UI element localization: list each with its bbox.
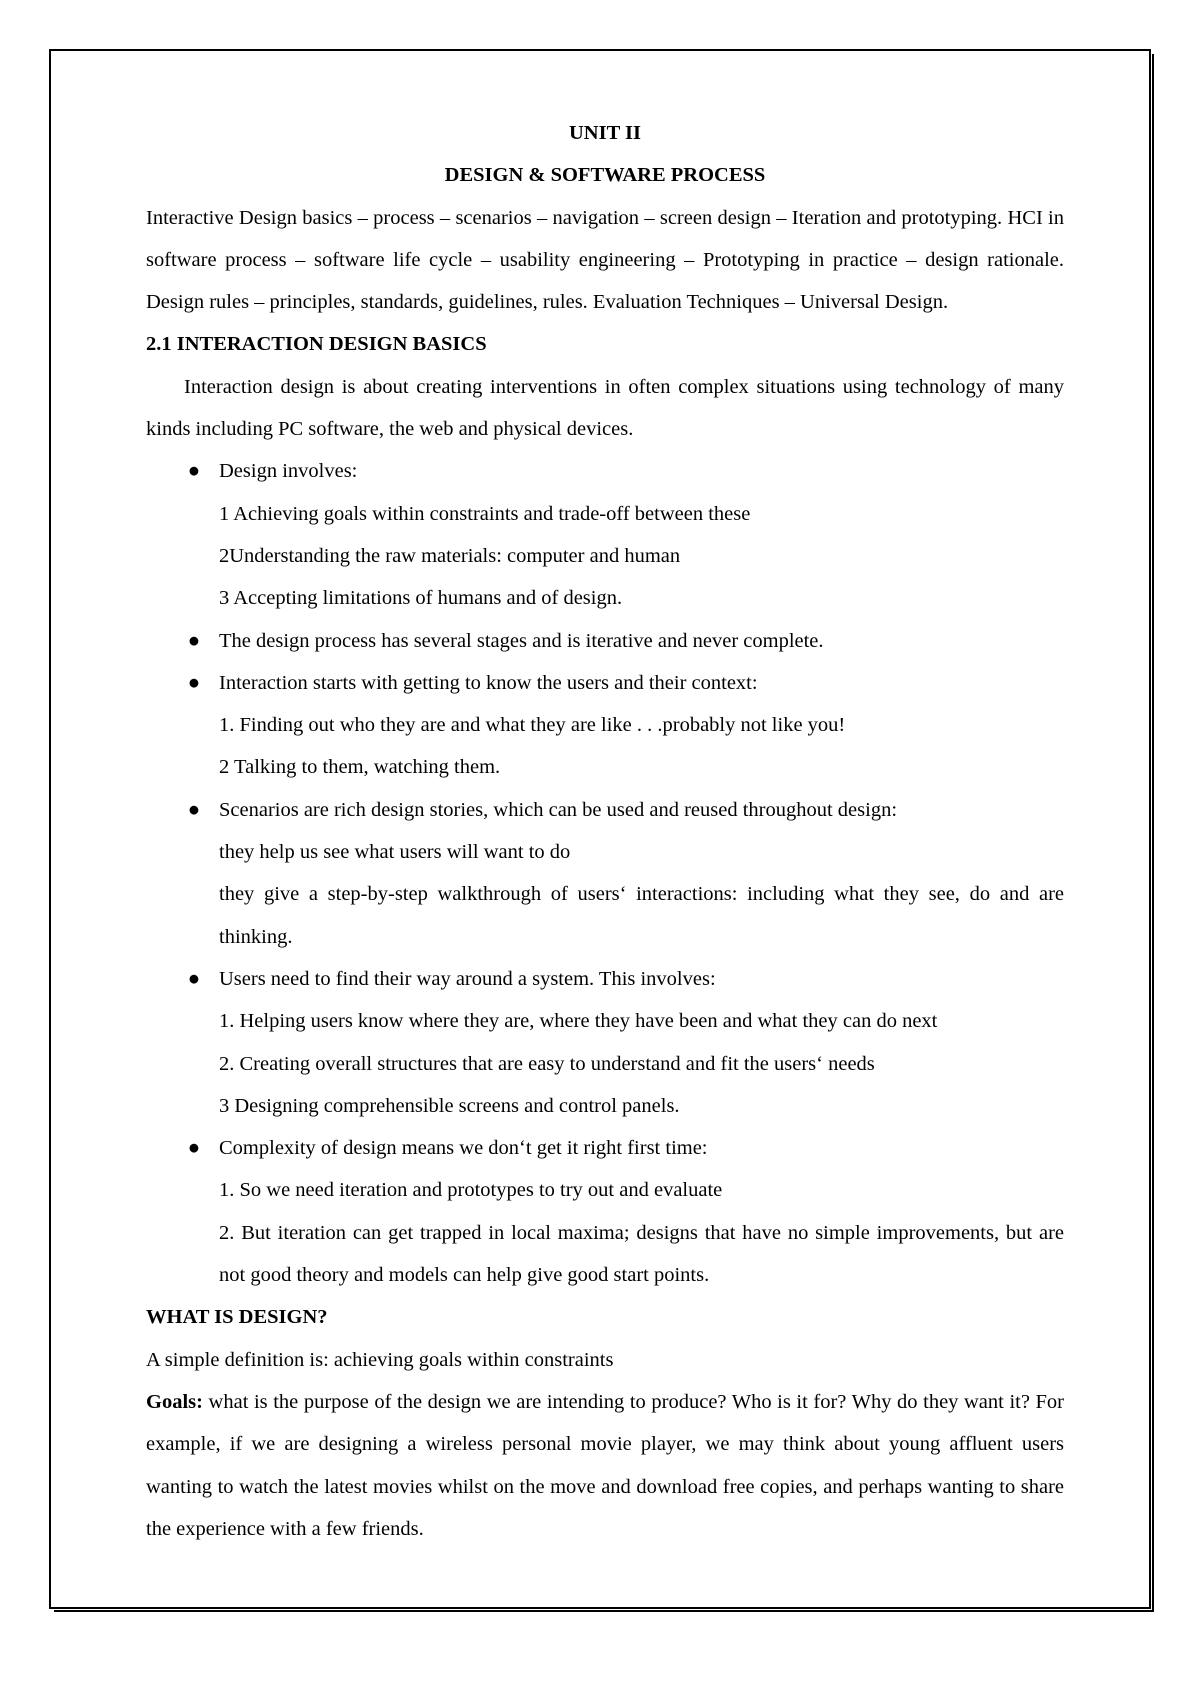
list-item: [146, 450, 1064, 492]
bullet-list: [146, 450, 1064, 1296]
sub-item-text: 2 Talking to them, watching them.: [219, 756, 501, 779]
list-item: [146, 577, 1064, 619]
list-item: [146, 662, 1064, 704]
list-item: [146, 746, 1064, 788]
list-item: [146, 873, 1064, 958]
sub-item-text: 2. But iteration can get trapped in local maxima; designs that have no simple improvements, but are not good theory and models can help give good start points.: [219, 1221, 1064, 1287]
list-item: [146, 1169, 1064, 1211]
list-item: [146, 1127, 1064, 1169]
sub-item-text: 3 Accepting limitations of humans and of design.: [219, 587, 623, 610]
bullet-icon: ●: [187, 967, 201, 990]
document-body: [146, 112, 1064, 1550]
goals-label: Goals:: [146, 1390, 203, 1413]
list-item: [146, 789, 1064, 831]
goals-text: what is the purpose of the design we are intending to produce? Who is it for? Why do they want it? For example, if we are designing a wireless personal movie player, we may think about young affluent users wanting to watch the latest movies whilst on the move and download free copies, and perhaps wanting to share the experience with a few friends.: [146, 1390, 1064, 1540]
bullet-icon: ●: [187, 629, 201, 652]
sub-item-text: 3 Designing comprehensible screens and control panels.: [219, 1094, 680, 1117]
bullet-icon: ●: [187, 460, 201, 483]
list-item: [146, 831, 1064, 873]
list-item: [146, 1043, 1064, 1085]
bullet-text: The design process has several stages and is iterative and never complete.: [219, 629, 824, 652]
sub-item-text: they help us see what users will want to do: [219, 841, 571, 864]
sub-item-text: they give a step-by-step walkthrough of users‘ interactions: including what they see, do and are thinking.: [219, 883, 1064, 948]
goals-paragraph: [146, 1381, 1064, 1550]
sub-item-text: 1. So we need iteration and prototypes to try out and evaluate: [219, 1179, 723, 1202]
list-item: [146, 535, 1064, 577]
bullet-text: Scenarios are rich design stories, which can be used and reused throughout design:: [219, 798, 898, 821]
document-title: DESIGN & SOFTWARE PROCESS: [444, 164, 766, 187]
sub-item-text: 1. Helping users know where they are, where they have been and what they can do next: [219, 1010, 938, 1033]
definition-paragraph: A simple definition is: achieving goals within constraints: [146, 1348, 614, 1371]
what-is-design-heading: WHAT IS DESIGN?: [146, 1306, 328, 1329]
intro-paragraph: Interaction design is about creating interventions in often complex situations using technology of many kinds including PC software, the web and physical devices.: [146, 375, 1064, 441]
bullet-text: Complexity of design means we don‘t get it right first time:: [219, 1137, 708, 1160]
section-heading: 2.1 INTERACTION DESIGN BASICS: [146, 333, 487, 356]
sub-item-text: 2. Creating overall structures that are easy to understand and fit the users‘ needs: [219, 1052, 875, 1075]
sub-item-text: 1. Finding out who they are and what they are like . . .probably not like you!: [219, 714, 846, 737]
bullet-icon: ●: [187, 1137, 201, 1160]
list-item: [146, 704, 1064, 746]
syllabus-paragraph: Interactive Design basics – process – scenarios – navigation – screen design – Iteration and prototyping. HCI in software process – software life cycle – usability engineering – Prototyping in practice – design rationale. Design rules – principles, standards, guidelines, rules. Evaluation Techniques – Universal Design.: [146, 206, 1064, 314]
bullet-text: Design involves:: [219, 460, 358, 483]
list-item: [146, 1085, 1064, 1127]
list-item: [146, 493, 1064, 535]
bullet-icon: ●: [187, 671, 201, 694]
sub-item-text: 2Understanding the raw materials: computer and human: [219, 544, 681, 567]
unit-label: UNIT II: [569, 122, 641, 144]
list-item: [146, 1000, 1064, 1042]
bullet-text: Interaction starts with getting to know the users and their context:: [219, 671, 758, 694]
bullet-icon: ●: [187, 798, 201, 821]
list-item: [146, 958, 1064, 1000]
bullet-text: Users need to find their way around a system. This involves:: [219, 967, 716, 990]
list-item: [146, 620, 1064, 662]
sub-item-text: 1 Achieving goals within constraints and trade-off between these: [219, 502, 751, 525]
list-item: [146, 1212, 1064, 1297]
